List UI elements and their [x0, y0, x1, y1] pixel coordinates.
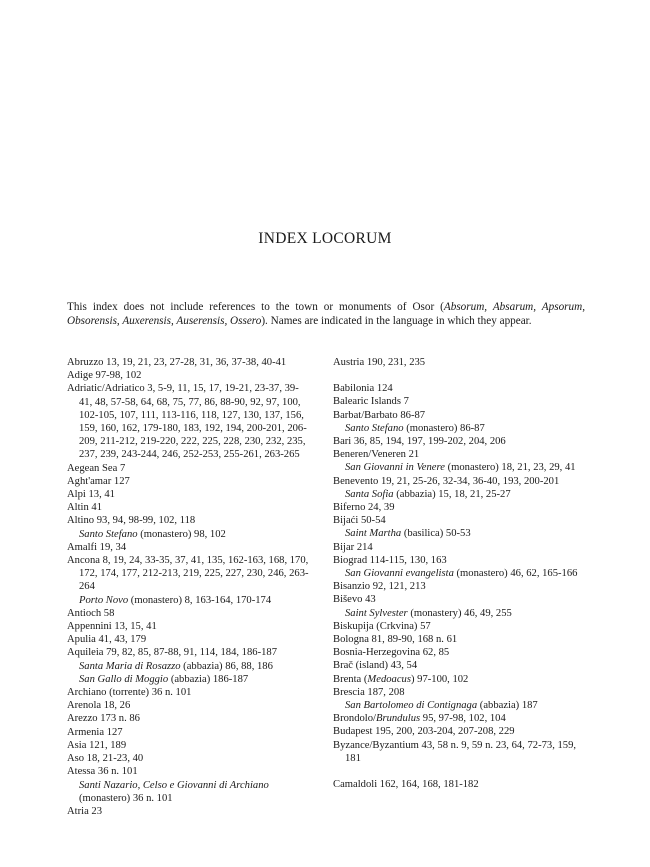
entry-italic-name: Saint Sylvester: [345, 607, 408, 619]
entry-italic-name: Santi Nazario, Celso e Giovanni di Archiano: [79, 779, 269, 791]
entry-text: Bisanzio 92, 121, 213: [333, 581, 426, 593]
entry-text: Arenola 18, 26: [67, 700, 131, 712]
entry-text: Biferno 24, 39: [333, 502, 395, 514]
entry-italic-name: San Giovanni in Venere: [345, 462, 445, 474]
entry-text: (monastero) 98, 102: [137, 528, 226, 540]
entry-text: Bari 36, 85, 194, 197, 199-202, 204, 206: [333, 436, 506, 448]
index-entry: [333, 554, 585, 567]
index-column-left: [67, 356, 311, 818]
entry-text: (abbazia) 187: [477, 700, 538, 712]
index-entry: [333, 593, 585, 606]
index-entry: [67, 633, 311, 646]
index-entry: [67, 541, 311, 554]
entry-text: Altino 93, 94, 98-99, 102, 118: [67, 515, 196, 527]
entry-text: Babilonia 124: [333, 383, 393, 395]
entry-text: Aso 18, 21-23, 40: [67, 753, 144, 765]
entry-text: Apulia 41, 43, 179: [67, 634, 147, 646]
index-entry: [333, 673, 585, 686]
index-entry: [333, 409, 585, 422]
index-subentry: [67, 779, 311, 805]
entry-text: (abbazia) 15, 18, 21, 25-27: [393, 488, 511, 500]
entry-text: Aght'amar 127: [67, 475, 130, 487]
index-entry: [67, 646, 311, 659]
entry-text: Biševo 43: [333, 594, 376, 606]
entry-text: (abbazia) 86, 88, 186: [180, 660, 273, 672]
index-entry: [67, 475, 311, 488]
entry-italic-name: Porto Novo: [79, 594, 129, 606]
entry-prefix: Brenta (: [333, 673, 368, 685]
entry-text: (monastero) 86-87: [403, 422, 485, 434]
index-entry: [333, 620, 585, 633]
index-subentry: [333, 488, 585, 501]
entry-text: Camaldoli 162, 164, 168, 181-182: [333, 779, 479, 791]
index-entry: [333, 501, 585, 514]
entry-italic-name: Santo Stefano: [345, 422, 404, 434]
index-subentry: [67, 594, 311, 607]
entry-italic-name: Santa Maria di Rosazzo: [79, 660, 181, 672]
entry-italic-name: San Giovanni evangelista: [345, 568, 454, 580]
intro-text-after: ). Names are indicated in the language in which they appear.: [261, 315, 532, 328]
entry-text: Barbat/Barbato 86-87: [333, 409, 426, 421]
entry-text: Alpi 13, 41: [67, 489, 115, 501]
entry-text: Bijar 214: [333, 541, 373, 553]
index-entry: [67, 607, 311, 620]
entry-text: (monastero) 36 n. 101: [79, 792, 173, 804]
entry-text: Antioch 58: [67, 607, 115, 619]
index-entry: [333, 514, 585, 527]
index-entry: [67, 554, 311, 594]
index-entry: [67, 699, 311, 712]
index-entry: [333, 633, 585, 646]
entry-text: Byzance/Byzantium 43, 58 n. 9, 59 n. 23, 64, 72-73, 159, 181: [333, 739, 577, 764]
entry-text: Brač (island) 43, 54: [333, 660, 418, 672]
index-entry: [67, 488, 311, 501]
index-entry: [67, 501, 311, 514]
entry-text: (monastero) 8, 163-164, 170-174: [128, 594, 272, 606]
index-entry: [67, 726, 311, 739]
index-entry: [333, 725, 585, 738]
index-subentry: [333, 699, 585, 712]
index-entry: [333, 475, 585, 488]
index-entry: [333, 435, 585, 448]
entry-text: Biskupija (Crkvina) 57: [333, 620, 431, 632]
index-subentry: [333, 422, 585, 435]
index-entry: [67, 620, 311, 633]
entry-text: Atria 23: [67, 805, 103, 817]
index-entry: [333, 712, 585, 725]
index-column-right: [333, 356, 585, 791]
entry-italic-name: Santa Sofia: [345, 488, 394, 500]
index-entry: [67, 686, 311, 699]
entry-text: Arezzo 173 n. 86: [67, 713, 140, 725]
intro-paragraph: [67, 300, 585, 328]
page-title: INDEX LOCORUM: [258, 230, 392, 247]
index-entry: [333, 448, 585, 461]
entry-prefix: Brondolo/: [333, 713, 376, 725]
entry-text: Balearic Islands 7: [333, 396, 409, 408]
entry-text: Bosnia-Herzegovina 62, 85: [333, 647, 450, 659]
entry-italic-name: San Gallo di Moggio: [79, 673, 169, 685]
index-entry: [333, 739, 585, 765]
entry-text: (monastero) 46, 62, 165-166: [453, 568, 578, 580]
intro-names: Absorum, Absarum, Apsorum, Obsorensis, Auxerensis, Auserensis, Ossero: [67, 301, 585, 328]
intro-text-before: This index does not include references to the town or monuments of Osor (: [67, 301, 444, 313]
index-subentry: [67, 528, 311, 541]
index-entry: [333, 382, 585, 395]
entry-text: 95, 97-98, 102, 104: [420, 713, 506, 725]
index-entry: [67, 356, 311, 369]
entry-text: Aquileia 79, 82, 85, 87-88, 91, 114, 184, 186-187: [67, 647, 277, 659]
entry-text: Biograd 114-115, 130, 163: [333, 554, 447, 566]
entry-text: Austria 190, 231, 235: [333, 357, 426, 368]
index-entry: [67, 752, 311, 765]
index-subentry: [67, 673, 311, 686]
entry-text: Altin 41: [67, 502, 103, 514]
entry-text: Adriatic/Adriatico 3, 5-9, 11, 15, 17, 19-21, 23-37, 39-41, 48, 57-58, 64, 68, 75, 77, 86, 88-90, 92, 97, 100, 102-105, 107, 111, 113-116, 118, 127, 130, 137, 156, 159, 160, 162, 179-180, 183, 192, 194, 200-201, 206-209, 211-212, 219-220, 222, 225, 228, 230, 232, 235, 237, 239, 243-244, 246, 252-253, 255-261, 263-265: [67, 383, 307, 461]
index-subentry: [333, 607, 585, 620]
entry-text: Appennini 13, 15, 41: [67, 621, 157, 633]
index-entry: [67, 382, 311, 461]
entry-text: Adige 97-98, 102: [67, 370, 142, 382]
entry-text: Asia 121, 189: [67, 739, 127, 751]
index-entry: [67, 514, 311, 527]
index-subentry: [67, 660, 311, 673]
entry-text: (monastery) 46, 49, 255: [407, 607, 512, 619]
entry-italic-name: Brundulus: [375, 713, 421, 725]
entry-text: Benevento 19, 21, 25-26, 32-34, 36-40, 193, 200-201: [333, 475, 560, 487]
index-entry: [67, 712, 311, 725]
index-entry: [333, 778, 585, 791]
entry-text: Beneren/Veneren 21: [333, 449, 420, 461]
index-entry: [67, 739, 311, 752]
entry-text: Budapest 195, 200, 203-204, 207-208, 229: [333, 726, 515, 738]
index-entry: [333, 541, 585, 554]
entry-text: Archiano (torrente) 36 n. 101: [67, 687, 192, 699]
entry-italic-name: Medoacus: [367, 673, 411, 685]
index-entry: [67, 369, 311, 382]
index-entry: [333, 580, 585, 593]
entry-italic-name: Santo Stefano: [79, 528, 138, 540]
entry-text: Bijaći 50-54: [333, 515, 386, 527]
entry-text: (monastero) 18, 21, 23, 29, 41: [444, 462, 576, 474]
index-entry: [333, 686, 585, 699]
entry-text: Bologna 81, 89-90, 168 n. 61: [333, 634, 458, 646]
entry-text: Atessa 36 n. 101: [67, 766, 138, 778]
index-entry: [67, 805, 311, 818]
entry-text: Aegean Sea 7: [67, 462, 126, 474]
entry-text: Abruzzo 13, 19, 21, 23, 27-28, 31, 36, 37-38, 40-41: [67, 357, 287, 368]
index-subentry: [333, 461, 585, 474]
index-entry: [333, 356, 585, 369]
index-entry: [67, 462, 311, 475]
entry-italic-name: San Bartolomeo di Contignaga: [345, 700, 478, 712]
entry-text: Ancona 8, 19, 24, 33-35, 37, 41, 135, 162-163, 168, 170, 172, 174, 177, 212-213, 219, 225, 227, 230, 246, 263-264: [67, 555, 309, 593]
entry-text: Amalfi 19, 34: [67, 541, 127, 553]
entry-text: ) 97-100, 102: [410, 673, 469, 685]
entry-italic-name: Saint Martha: [345, 528, 402, 540]
entry-text: Armenia 127: [67, 726, 123, 738]
index-entry: [333, 659, 585, 672]
index-subentry: [333, 527, 585, 540]
index-entry: [67, 765, 311, 778]
entry-text: Brescia 187, 208: [333, 686, 405, 698]
entry-text: (basilica) 50-53: [401, 528, 471, 540]
index-entry: [333, 395, 585, 408]
entry-text: (abbazia) 186-187: [168, 673, 249, 685]
index-subentry: [333, 567, 585, 580]
index-entry: [333, 646, 585, 659]
